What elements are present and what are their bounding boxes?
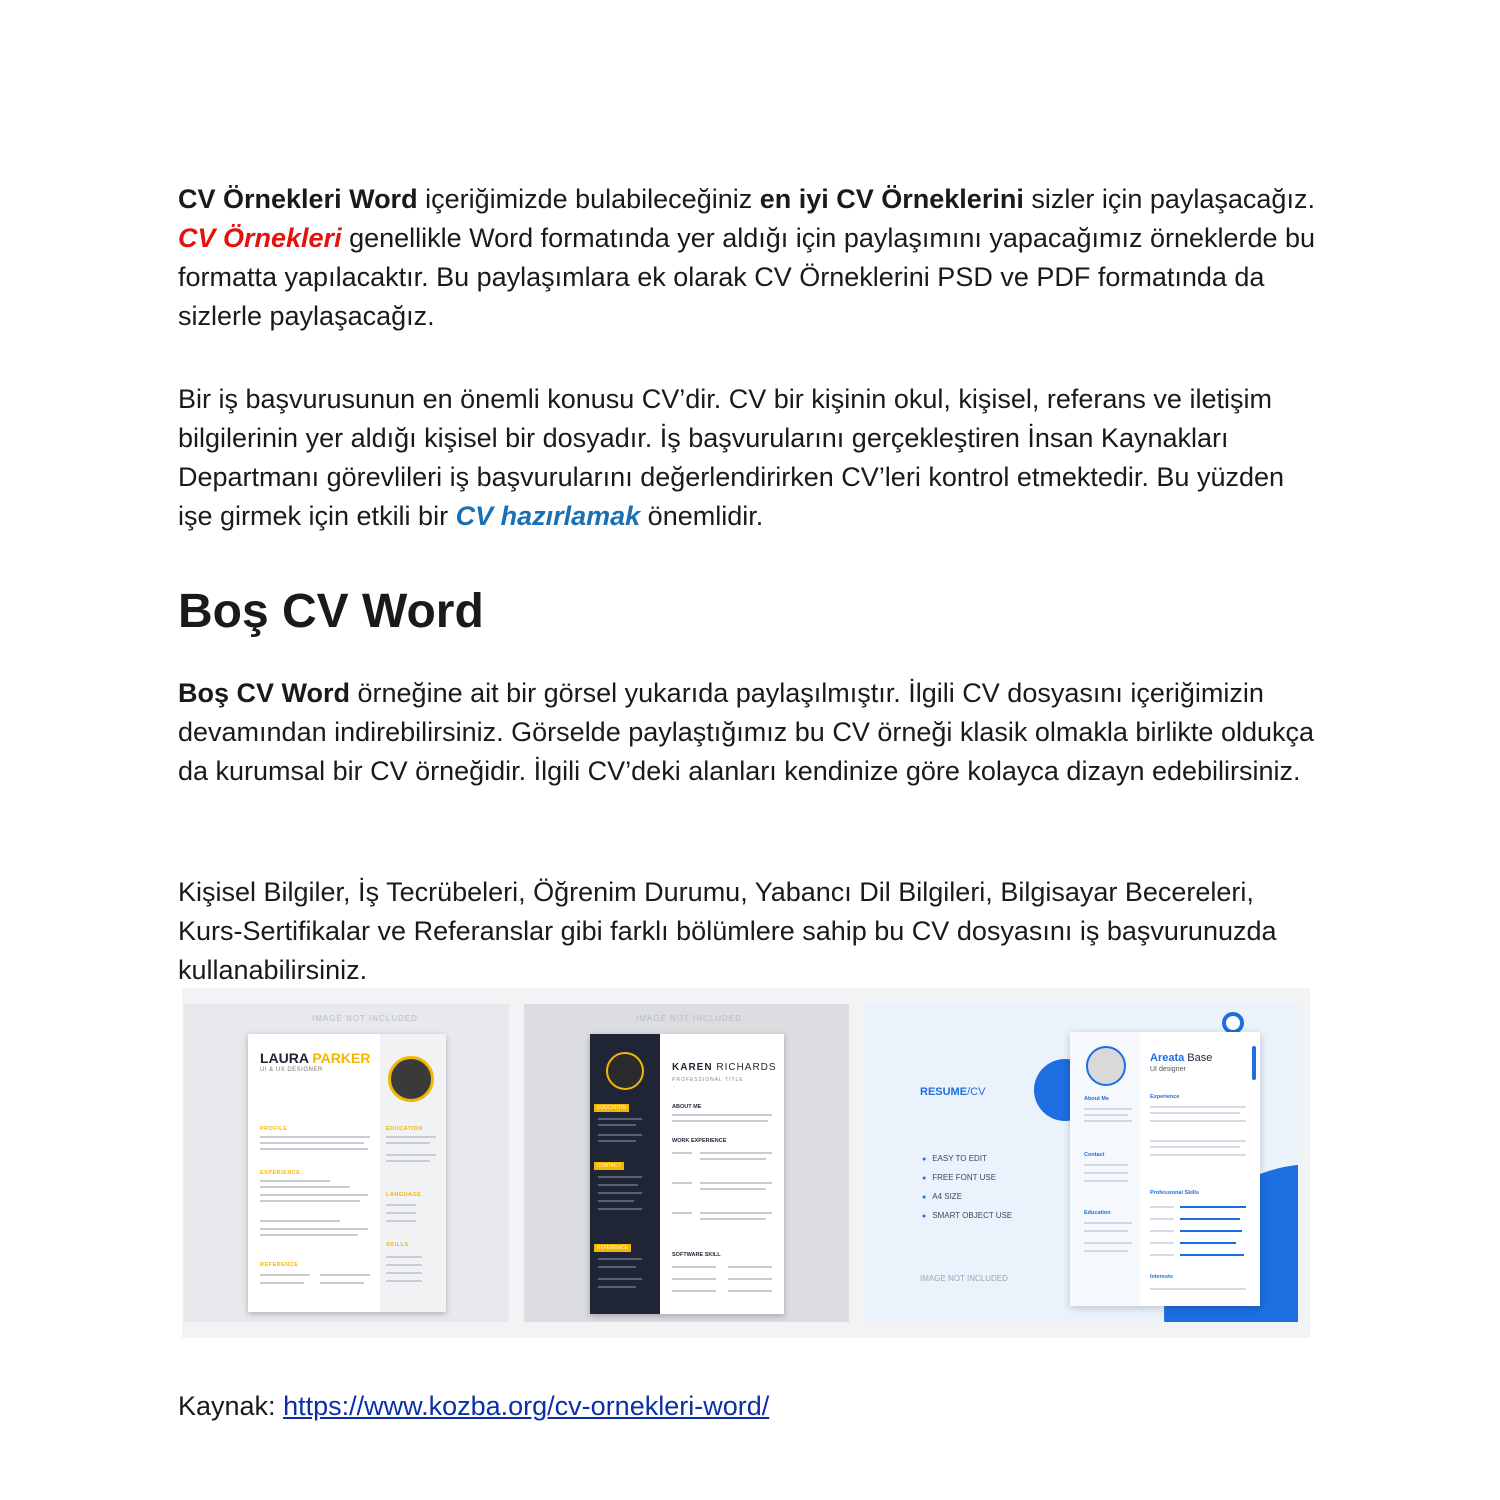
section-profile: PROFILE — [260, 1126, 288, 1132]
watermark: IMAGE NOT INCLUDED — [312, 1014, 418, 1023]
section-reference: REFERENCE — [594, 1244, 631, 1252]
resume-sheet — [590, 1034, 784, 1314]
cv-template-laura-parker — [184, 1004, 509, 1322]
cv-hazirlamak-link[interactable]: CV hazırlamak — [455, 501, 641, 531]
section-about: About Me — [1084, 1096, 1110, 1102]
section-experience: EXPERIENCE — [260, 1170, 301, 1176]
resume-sheet — [248, 1034, 446, 1312]
resume-cv-title: RESUME/CV — [920, 1086, 986, 1098]
resume-role: UI & UX DESIGNER — [260, 1067, 323, 1073]
feature-item: ● SMART OBJECT USE — [922, 1211, 1012, 1220]
section-language: LANGUAGE — [386, 1192, 422, 1198]
section-reference: REFERENCE — [260, 1262, 299, 1268]
intro-paragraph-1: CV Örnekleri Word içeriğimizde bulabileceğiniz en iyi CV Örneklerini sizler için paylaşacağız. CV Örnekleri genellikle Word formatında yer aldığı için paylaşımını yapacağımız örneklerde bu formatta yapılacaktır. Bu paylaşımlara ek olarak CV Örneklerini PSD ve PDF formatında da sizlerle paylaşacağız. — [178, 184, 1316, 331]
section-heading: Boş CV Word — [178, 585, 484, 638]
section-paragraph-2: Kişisel Bilgiler, İş Tecrübeleri, Öğrenim Durumu, Yabancı Dil Bilgileri, Bilgisayar Becereleri, Kurs-Sertifikalar ve Referanslar gibi farklı bölümlere sahip bu CV dosyasını iş başvurunuzda kullanabilirsiniz. — [178, 877, 1277, 985]
cv-template-areata-base — [864, 1004, 1298, 1322]
section-about: ABOUT ME — [672, 1104, 702, 1110]
cv-template-karen-richards — [524, 1004, 849, 1322]
source-link[interactable]: https://www.kozba.org/cv-ornekleri-word/ — [283, 1391, 770, 1421]
feature-item: ● EASY TO EDIT — [922, 1154, 987, 1163]
bold-bos-cv-word: Boş CV Word — [178, 678, 351, 708]
cv-templates-image — [182, 988, 1310, 1338]
section-education: Education — [1084, 1210, 1111, 1216]
section-education: EDUCATION — [594, 1104, 629, 1112]
intro-paragraph-2: Bir iş başvurusunun en önemli konusu CV’dir. CV bir kişinin okul, kişisel, referans ve iletişim bilgilerinin yer aldığı kişisel bir dosyadır. İş başvurularını gerçekleştiren İnsan Kaynakları Departmanı görevlileri iş başvurularını değerlendirirken CV’leri kontrol etmektedir. Bu yüzden işe girmek için etkili bir CV hazırlamak önemlidir. — [178, 384, 1285, 531]
section-interests: Interests — [1150, 1274, 1173, 1280]
section-experience: Experience — [1150, 1094, 1180, 1100]
section-software: SOFTWARE SKILL — [672, 1252, 721, 1258]
section-work: WORK EXPERIENCE — [672, 1138, 727, 1144]
cv-ornekleri-highlight: CV Örnekleri — [178, 223, 342, 253]
section-skills: SKILLS — [386, 1242, 409, 1248]
bold-cv-ornekleri-word: CV Örnekleri Word — [178, 184, 418, 214]
section-contact: Contact — [1084, 1152, 1105, 1158]
resume-role: PROFESSIONAL TITLE — [672, 1077, 744, 1083]
circle-decoration — [1222, 1012, 1244, 1034]
resume-name: Areata Base — [1150, 1052, 1213, 1064]
feature-item: ● A4 SIZE — [922, 1192, 962, 1201]
resume-sheet — [1070, 1032, 1260, 1306]
resume-name: KAREN RICHARDS — [672, 1062, 777, 1073]
resume-name: LAURA PARKER — [260, 1050, 371, 1066]
section-paragraph-1: Boş CV Word örneğine ait bir görsel yukarıda paylaşılmıştır. İlgili CV dosyasını içeriğimizin devamından indirebilirsiniz. Görselde paylaştığımız bu CV örneği klasik olmakla birlikte oldukça da kurumsal bir CV örneğidir. İlgili CV’deki alanları kendinize göre kolayca dizayn edebilirsiniz. — [178, 678, 1315, 786]
watermark: IMAGE NOT INCLUDED — [920, 1274, 1008, 1283]
avatar — [388, 1056, 434, 1102]
avatar — [606, 1052, 644, 1090]
section-skills: Professional Skills — [1150, 1190, 1199, 1196]
section-education: EDUCATION — [386, 1126, 423, 1132]
bold-en-iyi: en iyi CV Örneklerini — [759, 184, 1024, 214]
feature-item: ● FREE FONT USE — [922, 1173, 996, 1182]
resume-role: UI designer — [1150, 1066, 1186, 1073]
watermark: IMAGE NOT INCLUDED — [636, 1014, 742, 1023]
source-line: Kaynak: https://www.kozba.org/cv-ornekleri-word/ — [178, 1391, 770, 1421]
avatar — [1086, 1046, 1126, 1086]
section-contact: CONTACT — [594, 1162, 624, 1170]
